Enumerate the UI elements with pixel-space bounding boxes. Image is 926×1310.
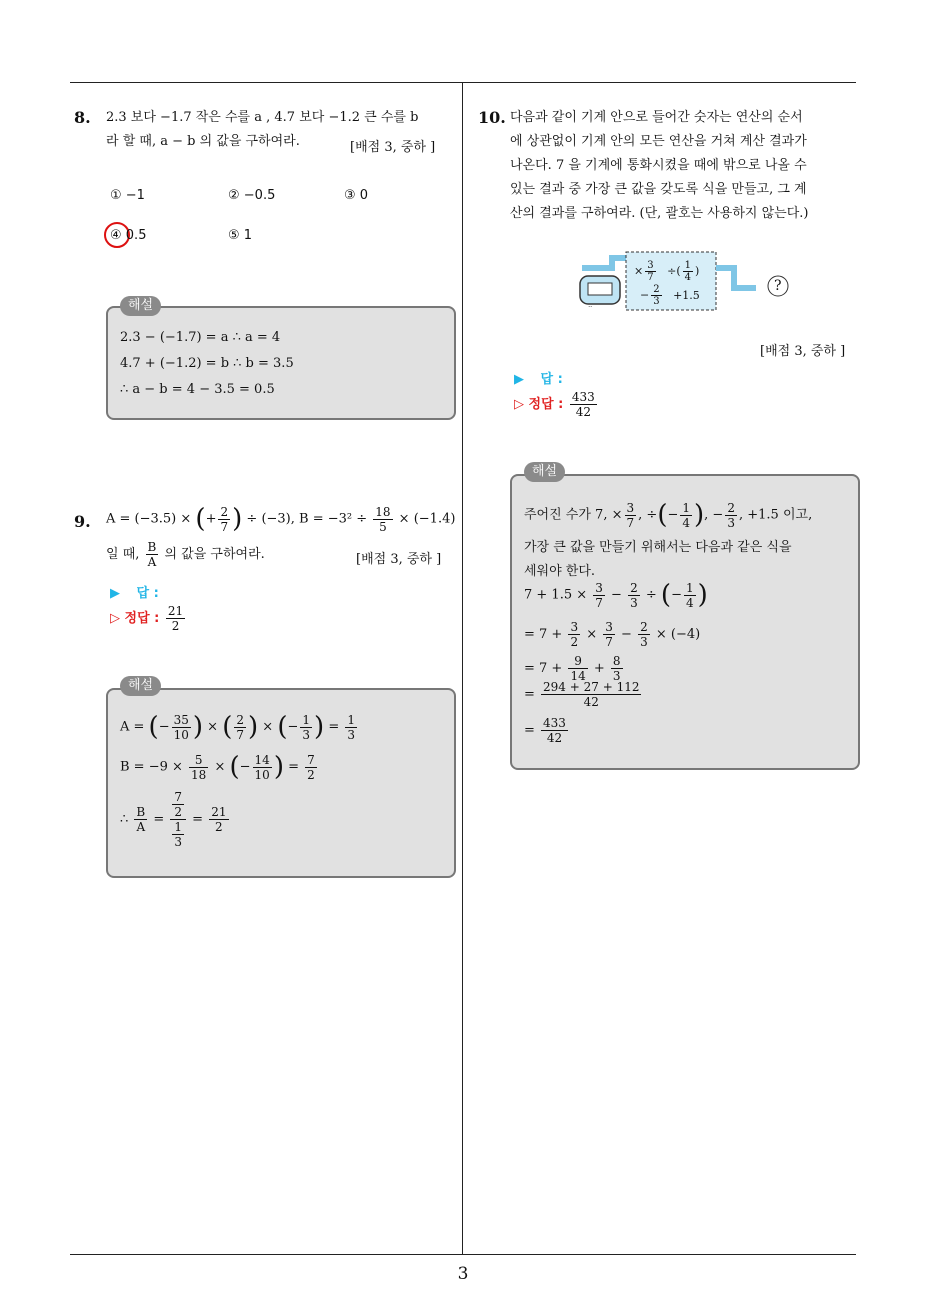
explain-10-line4: 7 + 1.5 × $\frac{3}{7}$ − $\frac{2}{3}$ ÷ (− $\frac{1}{4}$ ) (524, 580, 708, 610)
input-pipe (582, 258, 626, 268)
explanation-tag-8: 해설 (120, 296, 161, 316)
answer-row-9: ▶ 답 : (110, 586, 159, 601)
bottom-rule (70, 1254, 856, 1255)
machine-row1: × $\frac{3}{7}$ ÷( $\frac{1}{4}$ ) (634, 260, 700, 283)
explain-8-line2: 4.7 + (−1.2) = b ∴ b = 3.5 (120, 356, 294, 371)
explain-10-line6: = 7 + $\frac{9}{14}$ + $\frac{8}{3}$ (524, 654, 621, 683)
column-divider (462, 82, 463, 1254)
machine-row2: − $\frac{2}{3}$ +1.5 (640, 284, 700, 307)
page-number: 3 (457, 1264, 469, 1284)
output-pipe (716, 268, 756, 288)
coin-slot-inner (588, 283, 612, 295)
question-10-text: 다음과 같이 기계 안으로 들어간 숫자는 연산의 순서 에 상관없이 기계 안의 모든 연산을 거쳐 계산 결과가 나온다. 7 을 기계에 통화시켰을 때에 밖으로 나올 수 있는 결과 중 가장 큰 값을 갖도록 식을 만들고, 그 계 산의 결과를 구하여라. (단, 괄호는 사용하지 않는다.) (510, 110, 809, 221)
explain-10-line1: 주어진 수가 7, × $\frac{3}{7}$ , ÷(− $\frac{1}{4}$ ), − $\frac{2}{3}$ , +1.5 이고, (524, 500, 813, 530)
frac-b-a: $\frac{B}{A}$ (147, 540, 157, 569)
explain-10-line7: = $\frac{294 + 27 + 112}{42}$ (524, 680, 640, 709)
explain-10-line5: = 7 + $\frac{3}{2}$ × $\frac{3}{7}$ − $\frac{2}{3}$ × (−4) (524, 620, 701, 649)
question-8-number: 8. (74, 108, 91, 127)
explanation-box-8 (106, 306, 456, 420)
correct-value-9: $\frac{21}{2}$ (167, 604, 184, 633)
explain-10-line2: 가장 큰 값을 만들기 위해서는 다음과 같은 식을 (524, 540, 792, 555)
play-icon: ▶ (110, 586, 120, 601)
question-9-number: 9. (74, 512, 91, 531)
outline-play-icon: ▷ (110, 611, 120, 626)
explanation-tag-10: 해설 (524, 462, 565, 482)
top-rule (70, 82, 856, 83)
correct-row-9: ▷ 정답 : $\frac{21}{2}$ (110, 604, 184, 633)
play-icon: ▶ (514, 372, 524, 387)
correct-value-10: $\frac{433}{42}$ (571, 390, 595, 419)
feet-icon: ᐝᐝ (588, 305, 593, 314)
frac-18-5: $\frac{18}{5}$ (375, 504, 391, 534)
explanation-box-10 (510, 474, 860, 770)
outline-play-icon: ▷ (514, 397, 524, 412)
explain-9-line1: A = (− $\frac{35}{10}$ ) × ( $\frac{2}{7}$ ) × (− $\frac{1}{3}$ ) = $\frac{1}{3}$ (120, 712, 356, 742)
explain-8-line3: ∴ a − b = 4 − 3.5 = 0.5 (120, 382, 275, 397)
machine-output: ? (774, 278, 782, 294)
choice-3[interactable]: ③ 0 (344, 188, 369, 203)
explanation-box-9 (106, 688, 456, 878)
choice-4[interactable]: ④ 0.5 (110, 228, 147, 243)
question-9-line2: 일 때, $\frac{B}{A}$ 의 값을 구하여라. (106, 540, 265, 569)
explain-8-line1: 2.3 − (−1.7) = a ∴ a = 4 (120, 330, 281, 345)
question-10-score: [배점 3, 중하 ] (760, 344, 846, 359)
question-10-number: 10. (478, 108, 506, 127)
correct-row-10: ▷ 정답 : $\frac{433}{42}$ (514, 390, 595, 419)
choice-5[interactable]: ⑤ 1 (228, 228, 253, 243)
choice-1[interactable]: ① −1 (110, 188, 145, 203)
question-8-score: [배점 3, 중하 ] (350, 140, 436, 155)
question-8-line1: 2.3 보다 −1.7 작은 수를 a , 4.7 보다 −1.2 큰 수를 b (106, 110, 419, 125)
explain-9-line2: B = −9 × $\frac{5}{18}$ × (− $\frac{14}{10}$ ) = $\frac{7}{2}$ (120, 752, 315, 782)
question-9-line1: A = (−3.5) × (+ $\frac{2}{7}$ ) ÷ (−3), B = −3² ÷ $\frac{18}{5}$ × (−1.4) (106, 504, 456, 534)
frac-2-7: $\frac{2}{7}$ (220, 504, 229, 534)
answer-row-10: ▶ 답 : (514, 372, 563, 387)
explain-10-line3: 세워야 한다. (524, 564, 596, 579)
question-9-score: [배점 3, 중하 ] (356, 552, 442, 567)
question-8-line2: 라 할 때, a − b 의 값을 구하여라. (106, 134, 300, 149)
explanation-tag-9: 해설 (120, 676, 161, 696)
explain-10-line8: = $\frac{433}{42}$ (524, 716, 566, 745)
explain-9-line3: ∴ $\frac{B}{A}$ = $\frac{\frac{7}{2}}{\frac{1}{3}}$ = $\frac{21}{2}$ (120, 790, 227, 849)
choice-2[interactable]: ② −0.5 (228, 188, 276, 203)
